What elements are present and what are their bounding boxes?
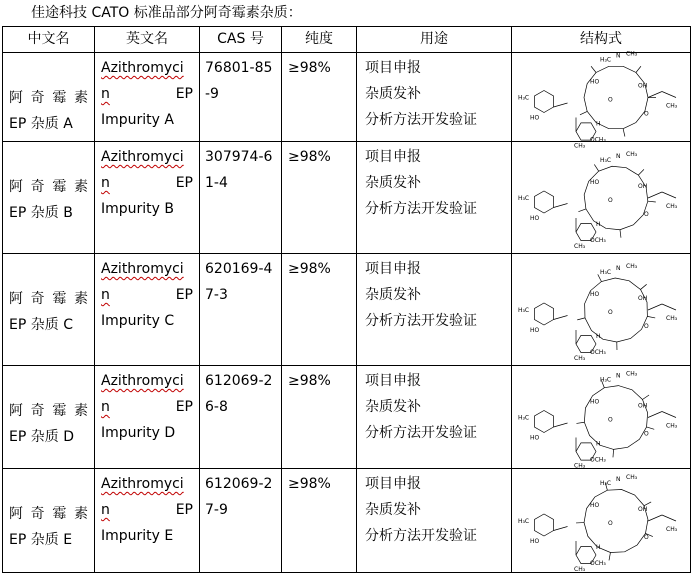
svg-text:H₃C: H₃C bbox=[600, 479, 612, 487]
en-name-line2-left: n bbox=[101, 502, 110, 518]
cn-char: 奇 bbox=[30, 291, 45, 307]
svg-text:HO: HO bbox=[590, 178, 600, 186]
cn-char: 阿 bbox=[9, 403, 23, 419]
en-name-line2 bbox=[101, 394, 193, 420]
en-name-line2 bbox=[101, 282, 193, 308]
svg-text:H₃C: H₃C bbox=[518, 517, 530, 525]
svg-text:CH₃: CH₃ bbox=[626, 262, 638, 270]
svg-text:OH: OH bbox=[638, 182, 648, 190]
en-name-line2-left: n bbox=[101, 399, 110, 415]
cell-cn-name bbox=[3, 366, 95, 469]
column-header-usage: 用途 bbox=[357, 27, 512, 53]
svg-text:CH₃: CH₃ bbox=[574, 462, 586, 469]
svg-text:OH: OH bbox=[638, 505, 648, 513]
cn-name-line2: EP 杂质 A bbox=[9, 116, 73, 132]
cell-en-name bbox=[95, 254, 200, 366]
cn-char: 阿 bbox=[9, 506, 23, 522]
en-name-line2-left: n bbox=[101, 86, 110, 102]
svg-text:OH: OH bbox=[638, 82, 648, 89]
svg-text:CH₃: CH₃ bbox=[574, 354, 586, 362]
azithromycin-impurity-a-structure-icon bbox=[516, 50, 686, 149]
svg-text:N: N bbox=[616, 475, 621, 483]
svg-text:CH₃: CH₃ bbox=[666, 202, 678, 210]
cell-purity: ≥98% bbox=[282, 254, 357, 366]
table-row-2 bbox=[3, 142, 691, 254]
svg-text:O: O bbox=[644, 533, 649, 541]
column-header-purity: 纯度 bbox=[282, 27, 357, 53]
svg-text:CH₃: CH₃ bbox=[626, 150, 638, 158]
en-name-line1: Azithromyci bbox=[101, 476, 184, 492]
svg-text:O: O bbox=[644, 210, 649, 218]
cn-char: 霉 bbox=[52, 506, 67, 522]
usage-item: 分析方法开发验证 bbox=[365, 425, 477, 441]
cn-char: 霉 bbox=[52, 179, 67, 195]
cn-char: 素 bbox=[73, 403, 88, 419]
usage-item: 项目申报 bbox=[365, 261, 421, 277]
table-header-row bbox=[3, 27, 691, 53]
usage-item: 杂质发补 bbox=[365, 175, 421, 191]
cn-name-line1 bbox=[9, 286, 88, 312]
svg-text:H: H bbox=[596, 332, 601, 340]
svg-text:O: O bbox=[608, 196, 613, 204]
cell-cas-number: 76801-85-9 bbox=[200, 53, 282, 142]
en-name-line2 bbox=[101, 81, 193, 107]
svg-text:CH₃: CH₃ bbox=[626, 50, 638, 57]
svg-text:H₃C: H₃C bbox=[600, 56, 612, 63]
table-row-5 bbox=[3, 469, 691, 573]
svg-text:HO: HO bbox=[530, 434, 540, 441]
svg-text:HO: HO bbox=[530, 537, 540, 545]
cn-char: 霉 bbox=[52, 90, 67, 106]
svg-text:H: H bbox=[596, 440, 601, 447]
svg-text:H₃C: H₃C bbox=[518, 194, 530, 202]
en-name-line2-right: EP bbox=[175, 399, 193, 415]
svg-text:CH₃: CH₃ bbox=[574, 142, 586, 149]
svg-text:OCH₃: OCH₃ bbox=[590, 456, 606, 463]
cn-char: 阿 bbox=[9, 90, 23, 106]
svg-text:OH: OH bbox=[638, 402, 648, 409]
svg-text:H₃C: H₃C bbox=[600, 376, 612, 383]
en-name-line1: Azithromyci bbox=[101, 60, 184, 76]
svg-text:OCH₃: OCH₃ bbox=[590, 136, 606, 143]
cell-usage bbox=[357, 142, 512, 254]
svg-text:HO: HO bbox=[590, 290, 600, 298]
svg-text:HO: HO bbox=[590, 398, 600, 405]
svg-text:OH: OH bbox=[638, 294, 648, 302]
en-name-line2 bbox=[101, 170, 193, 196]
cell-cas-number: 620169-47-3 bbox=[200, 254, 282, 366]
usage-item: 杂质发补 bbox=[365, 86, 421, 102]
azithromycin-impurity-d-structure-icon bbox=[516, 370, 686, 469]
svg-text:CH₃: CH₃ bbox=[574, 565, 586, 573]
svg-text:O: O bbox=[608, 96, 613, 103]
cell-structure bbox=[512, 366, 691, 469]
svg-text:H₃C: H₃C bbox=[518, 94, 530, 101]
cell-en-name bbox=[95, 366, 200, 469]
column-header-cas: CAS 号 bbox=[200, 27, 282, 53]
svg-text:O: O bbox=[608, 308, 613, 316]
cn-char: 奇 bbox=[30, 179, 45, 195]
cell-purity: ≥98% bbox=[282, 53, 357, 142]
cell-purity: ≥98% bbox=[282, 142, 357, 254]
en-name-line2-left: n bbox=[101, 287, 110, 303]
svg-text:CH₃: CH₃ bbox=[626, 370, 638, 377]
svg-text:H₃C: H₃C bbox=[600, 156, 612, 164]
usage-item: 分析方法开发验证 bbox=[365, 528, 477, 544]
cell-cn-name bbox=[3, 142, 95, 254]
svg-text:H₃C: H₃C bbox=[518, 306, 530, 314]
usage-item: 项目申报 bbox=[365, 373, 421, 389]
svg-text:CH₃: CH₃ bbox=[626, 473, 638, 481]
svg-text:OCH₃: OCH₃ bbox=[590, 236, 606, 244]
usage-item: 项目申报 bbox=[365, 476, 421, 492]
cn-name-line1 bbox=[9, 174, 88, 200]
svg-text:O: O bbox=[644, 322, 649, 330]
svg-text:CH₃: CH₃ bbox=[666, 422, 678, 429]
table-row-3 bbox=[3, 254, 691, 366]
cn-char: 奇 bbox=[30, 90, 45, 106]
en-name-line2-right: EP bbox=[175, 287, 193, 303]
svg-text:HO: HO bbox=[530, 326, 540, 334]
cn-name-line2: EP 杂质 E bbox=[9, 532, 73, 548]
svg-text:HO: HO bbox=[590, 78, 600, 85]
azithromycin-impurity-e-structure-icon bbox=[516, 473, 686, 573]
usage-item: 分析方法开发验证 bbox=[365, 201, 477, 217]
column-header-en-name: 英文名 bbox=[95, 27, 200, 53]
cell-structure bbox=[512, 142, 691, 254]
en-name-line1: Azithromyci bbox=[101, 373, 184, 389]
azithromycin-impurity-b-structure-icon bbox=[516, 147, 686, 249]
cell-usage bbox=[357, 53, 512, 142]
usage-item: 杂质发补 bbox=[365, 287, 421, 303]
usage-item: 分析方法开发验证 bbox=[365, 313, 477, 329]
cn-name-line1 bbox=[9, 85, 88, 111]
cn-char: 霉 bbox=[52, 291, 67, 307]
en-name-line1: Azithromyci bbox=[101, 261, 184, 277]
cell-en-name bbox=[95, 469, 200, 573]
cell-en-name bbox=[95, 142, 200, 254]
en-name-line2-right: EP bbox=[175, 175, 193, 191]
cn-name-line2: EP 杂质 C bbox=[9, 317, 73, 333]
cn-name-line2: EP 杂质 B bbox=[9, 205, 73, 221]
cell-purity: ≥98% bbox=[282, 469, 357, 573]
cn-name-line1 bbox=[9, 398, 88, 424]
svg-text:O: O bbox=[608, 416, 613, 423]
en-name-line3: Impurity D bbox=[101, 425, 176, 441]
cn-char: 奇 bbox=[30, 506, 45, 522]
svg-text:N: N bbox=[616, 264, 621, 272]
cell-structure bbox=[512, 469, 691, 573]
svg-text:N: N bbox=[616, 52, 621, 59]
svg-text:OCH₃: OCH₃ bbox=[590, 348, 606, 356]
cell-cn-name bbox=[3, 254, 95, 366]
table-row-1 bbox=[3, 53, 691, 142]
impurity-table bbox=[2, 26, 691, 573]
en-name-line2-right: EP bbox=[175, 86, 193, 102]
cell-purity: ≥98% bbox=[282, 366, 357, 469]
en-name-line1: Azithromyci bbox=[101, 149, 184, 165]
cell-cas-number: 612069-27-9 bbox=[200, 469, 282, 573]
cell-usage bbox=[357, 254, 512, 366]
svg-text:H₃C: H₃C bbox=[518, 414, 530, 421]
cn-char: 素 bbox=[73, 291, 88, 307]
svg-text:O: O bbox=[608, 519, 613, 527]
usage-item: 项目申报 bbox=[365, 149, 421, 165]
svg-text:OCH₃: OCH₃ bbox=[590, 559, 606, 567]
cell-cn-name bbox=[3, 53, 95, 142]
svg-text:N: N bbox=[616, 372, 621, 379]
svg-text:H: H bbox=[596, 543, 601, 551]
cn-name-line1 bbox=[9, 501, 88, 527]
svg-text:CH₃: CH₃ bbox=[666, 525, 678, 533]
cell-structure bbox=[512, 50, 691, 149]
cell-structure bbox=[512, 254, 691, 366]
cn-char: 阿 bbox=[9, 291, 23, 307]
cell-en-name bbox=[95, 53, 200, 142]
en-name-line2 bbox=[101, 497, 193, 523]
en-name-line3: Impurity C bbox=[101, 313, 175, 329]
usage-item: 项目申报 bbox=[365, 60, 421, 76]
cn-char: 素 bbox=[73, 506, 88, 522]
table-row-4 bbox=[3, 366, 691, 469]
cn-char: 奇 bbox=[30, 403, 45, 419]
svg-text:CH₃: CH₃ bbox=[666, 314, 678, 322]
svg-text:H: H bbox=[596, 220, 601, 228]
svg-text:O: O bbox=[644, 110, 649, 117]
document-heading: 佳途科技 CATO 标准品部分阿奇霉素杂质： bbox=[31, 5, 302, 21]
en-name-line3: Impurity A bbox=[101, 112, 174, 128]
usage-item: 分析方法开发验证 bbox=[365, 112, 477, 128]
cn-char: 素 bbox=[73, 179, 88, 195]
svg-text:HO: HO bbox=[590, 501, 600, 509]
cn-name-line2: EP 杂质 D bbox=[9, 429, 74, 445]
cn-char: 素 bbox=[73, 90, 88, 106]
column-header-cn-name: 中文名 bbox=[3, 27, 95, 53]
en-name-line2-right: EP bbox=[175, 502, 193, 518]
azithromycin-impurity-c-structure-icon bbox=[516, 259, 686, 361]
cell-cn-name bbox=[3, 469, 95, 573]
cell-cas-number: 612069-26-8 bbox=[200, 366, 282, 469]
svg-text:CH₃: CH₃ bbox=[666, 102, 678, 109]
svg-text:CH₃: CH₃ bbox=[574, 242, 586, 250]
cn-char: 阿 bbox=[9, 179, 23, 195]
cn-char: 霉 bbox=[52, 403, 67, 419]
usage-item: 杂质发补 bbox=[365, 502, 421, 518]
svg-text:H₃C: H₃C bbox=[600, 268, 612, 276]
en-name-line3: Impurity B bbox=[101, 201, 175, 217]
cell-usage bbox=[357, 469, 512, 573]
usage-item: 杂质发补 bbox=[365, 399, 421, 415]
cell-cas-number: 307974-61-4 bbox=[200, 142, 282, 254]
svg-text:N: N bbox=[616, 152, 621, 160]
cell-usage bbox=[357, 366, 512, 469]
en-name-line2-left: n bbox=[101, 175, 110, 191]
svg-text:H: H bbox=[596, 120, 601, 127]
svg-text:HO: HO bbox=[530, 214, 540, 222]
column-header-structure: 结构式 bbox=[512, 27, 691, 53]
en-name-line3: Impurity E bbox=[101, 528, 174, 544]
svg-text:O: O bbox=[644, 430, 649, 437]
svg-text:HO: HO bbox=[530, 114, 540, 121]
